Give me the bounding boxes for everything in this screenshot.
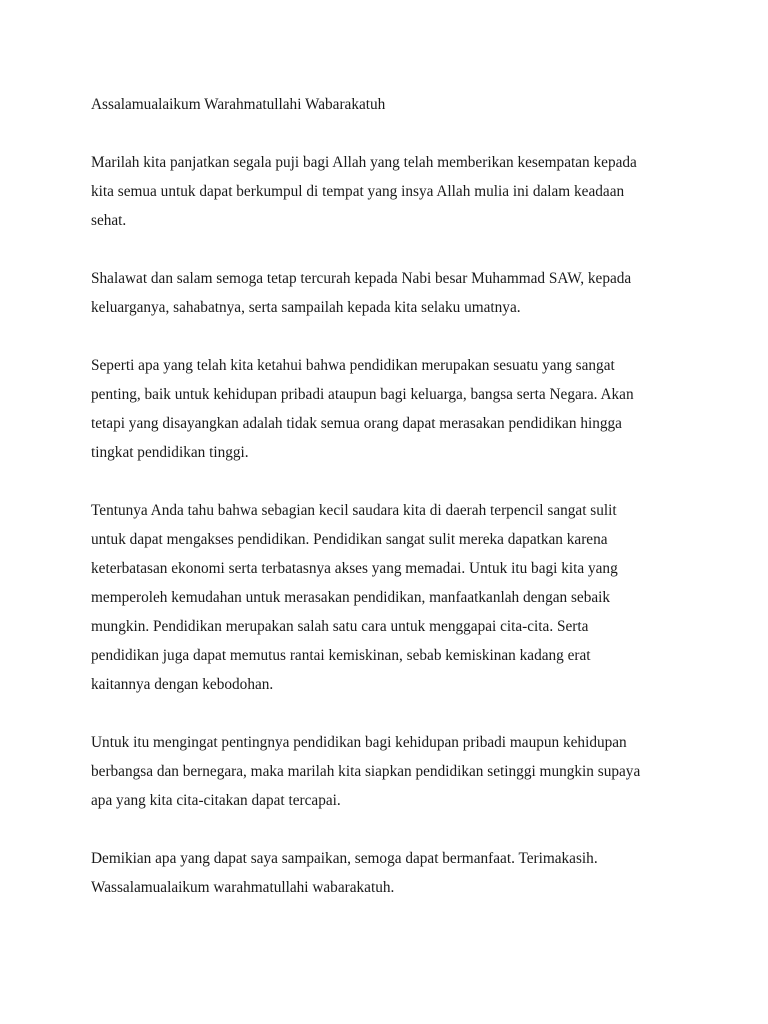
paragraph-line: Seperti apa yang telah kita ketahui bahwa pendidikan merupakan sesuatu yang sangat bbox=[91, 357, 615, 374]
paragraph-call-to-action bbox=[91, 728, 691, 815]
paragraph-line: pendidikan juga dapat memutus rantai kemiskinan, sebab kemiskinan kadang erat bbox=[91, 647, 591, 664]
document-body bbox=[91, 90, 691, 902]
paragraph-line: sehat. bbox=[91, 212, 127, 229]
paragraph-line: tingkat pendidikan tinggi. bbox=[91, 444, 249, 461]
paragraph-line: Marilah kita panjatkan segala puji bagi Allah yang telah memberikan kesempatan kepada bbox=[91, 154, 637, 171]
paragraph-closing bbox=[91, 844, 691, 902]
paragraph-line: Shalawat dan salam semoga tetap tercurah kepada Nabi besar Muhammad SAW, kepada bbox=[91, 270, 632, 287]
paragraph-line: Wassalamualaikum warahmatullahi wabarakatuh. bbox=[91, 879, 395, 896]
paragraph-line: memperoleh kemudahan untuk merasakan pendidikan, manfaatkanlah dengan sebaik bbox=[91, 589, 611, 606]
greeting-paragraph bbox=[91, 90, 691, 119]
paragraph-line: mungkin. Pendidikan merupakan salah satu cara untuk menggapai cita-cita. Serta bbox=[91, 618, 589, 635]
paragraph-line: Tentunya Anda tahu bahwa sebagian kecil saudara kita di daerah terpencil sangat sulit bbox=[91, 502, 617, 519]
paragraph-line: kaitannya dengan kebodohan. bbox=[91, 676, 274, 693]
paragraph-line: untuk dapat mengakses pendidikan. Pendidikan sangat sulit mereka dapatkan karena bbox=[91, 531, 608, 548]
paragraph-line: keluarganya, sahabatnya, serta sampailah kepada kita selaku umatnya. bbox=[91, 299, 521, 316]
paragraph-line: keterbatasan ekonomi serta terbatasnya akses yang memadai. Untuk itu bagi kita yang bbox=[91, 560, 618, 577]
paragraph-line: Untuk itu mengingat pentingnya pendidikan bagi kehidupan pribadi maupun kehidupan bbox=[91, 734, 627, 751]
paragraph-line: berbangsa dan bernegara, maka marilah kita siapkan pendidikan setinggi mungkin supaya bbox=[91, 763, 641, 780]
paragraph-remote-areas bbox=[91, 496, 691, 699]
paragraph-importance-of-education bbox=[91, 351, 691, 467]
paragraph-line: penting, baik untuk kehidupan pribadi ataupun bagi keluarga, bangsa serta Negara. Akan bbox=[91, 386, 634, 403]
paragraph-line: tetapi yang disayangkan adalah tidak semua orang dapat merasakan pendidikan hingga bbox=[91, 415, 622, 432]
paragraph-shalawat bbox=[91, 264, 691, 322]
greeting-text: Assalamualaikum Warahmatullahi Wabarakatuh bbox=[91, 96, 386, 113]
paragraph-line: kita semua untuk dapat berkumpul di tempat yang insya Allah mulia ini dalam keadaan bbox=[91, 183, 625, 200]
paragraph-line: apa yang kita cita-citakan dapat tercapai. bbox=[91, 792, 341, 809]
paragraph-opening-praise bbox=[91, 148, 691, 235]
paragraph-line: Demikian apa yang dapat saya sampaikan, semoga dapat bermanfaat. Terimakasih. bbox=[91, 850, 598, 867]
